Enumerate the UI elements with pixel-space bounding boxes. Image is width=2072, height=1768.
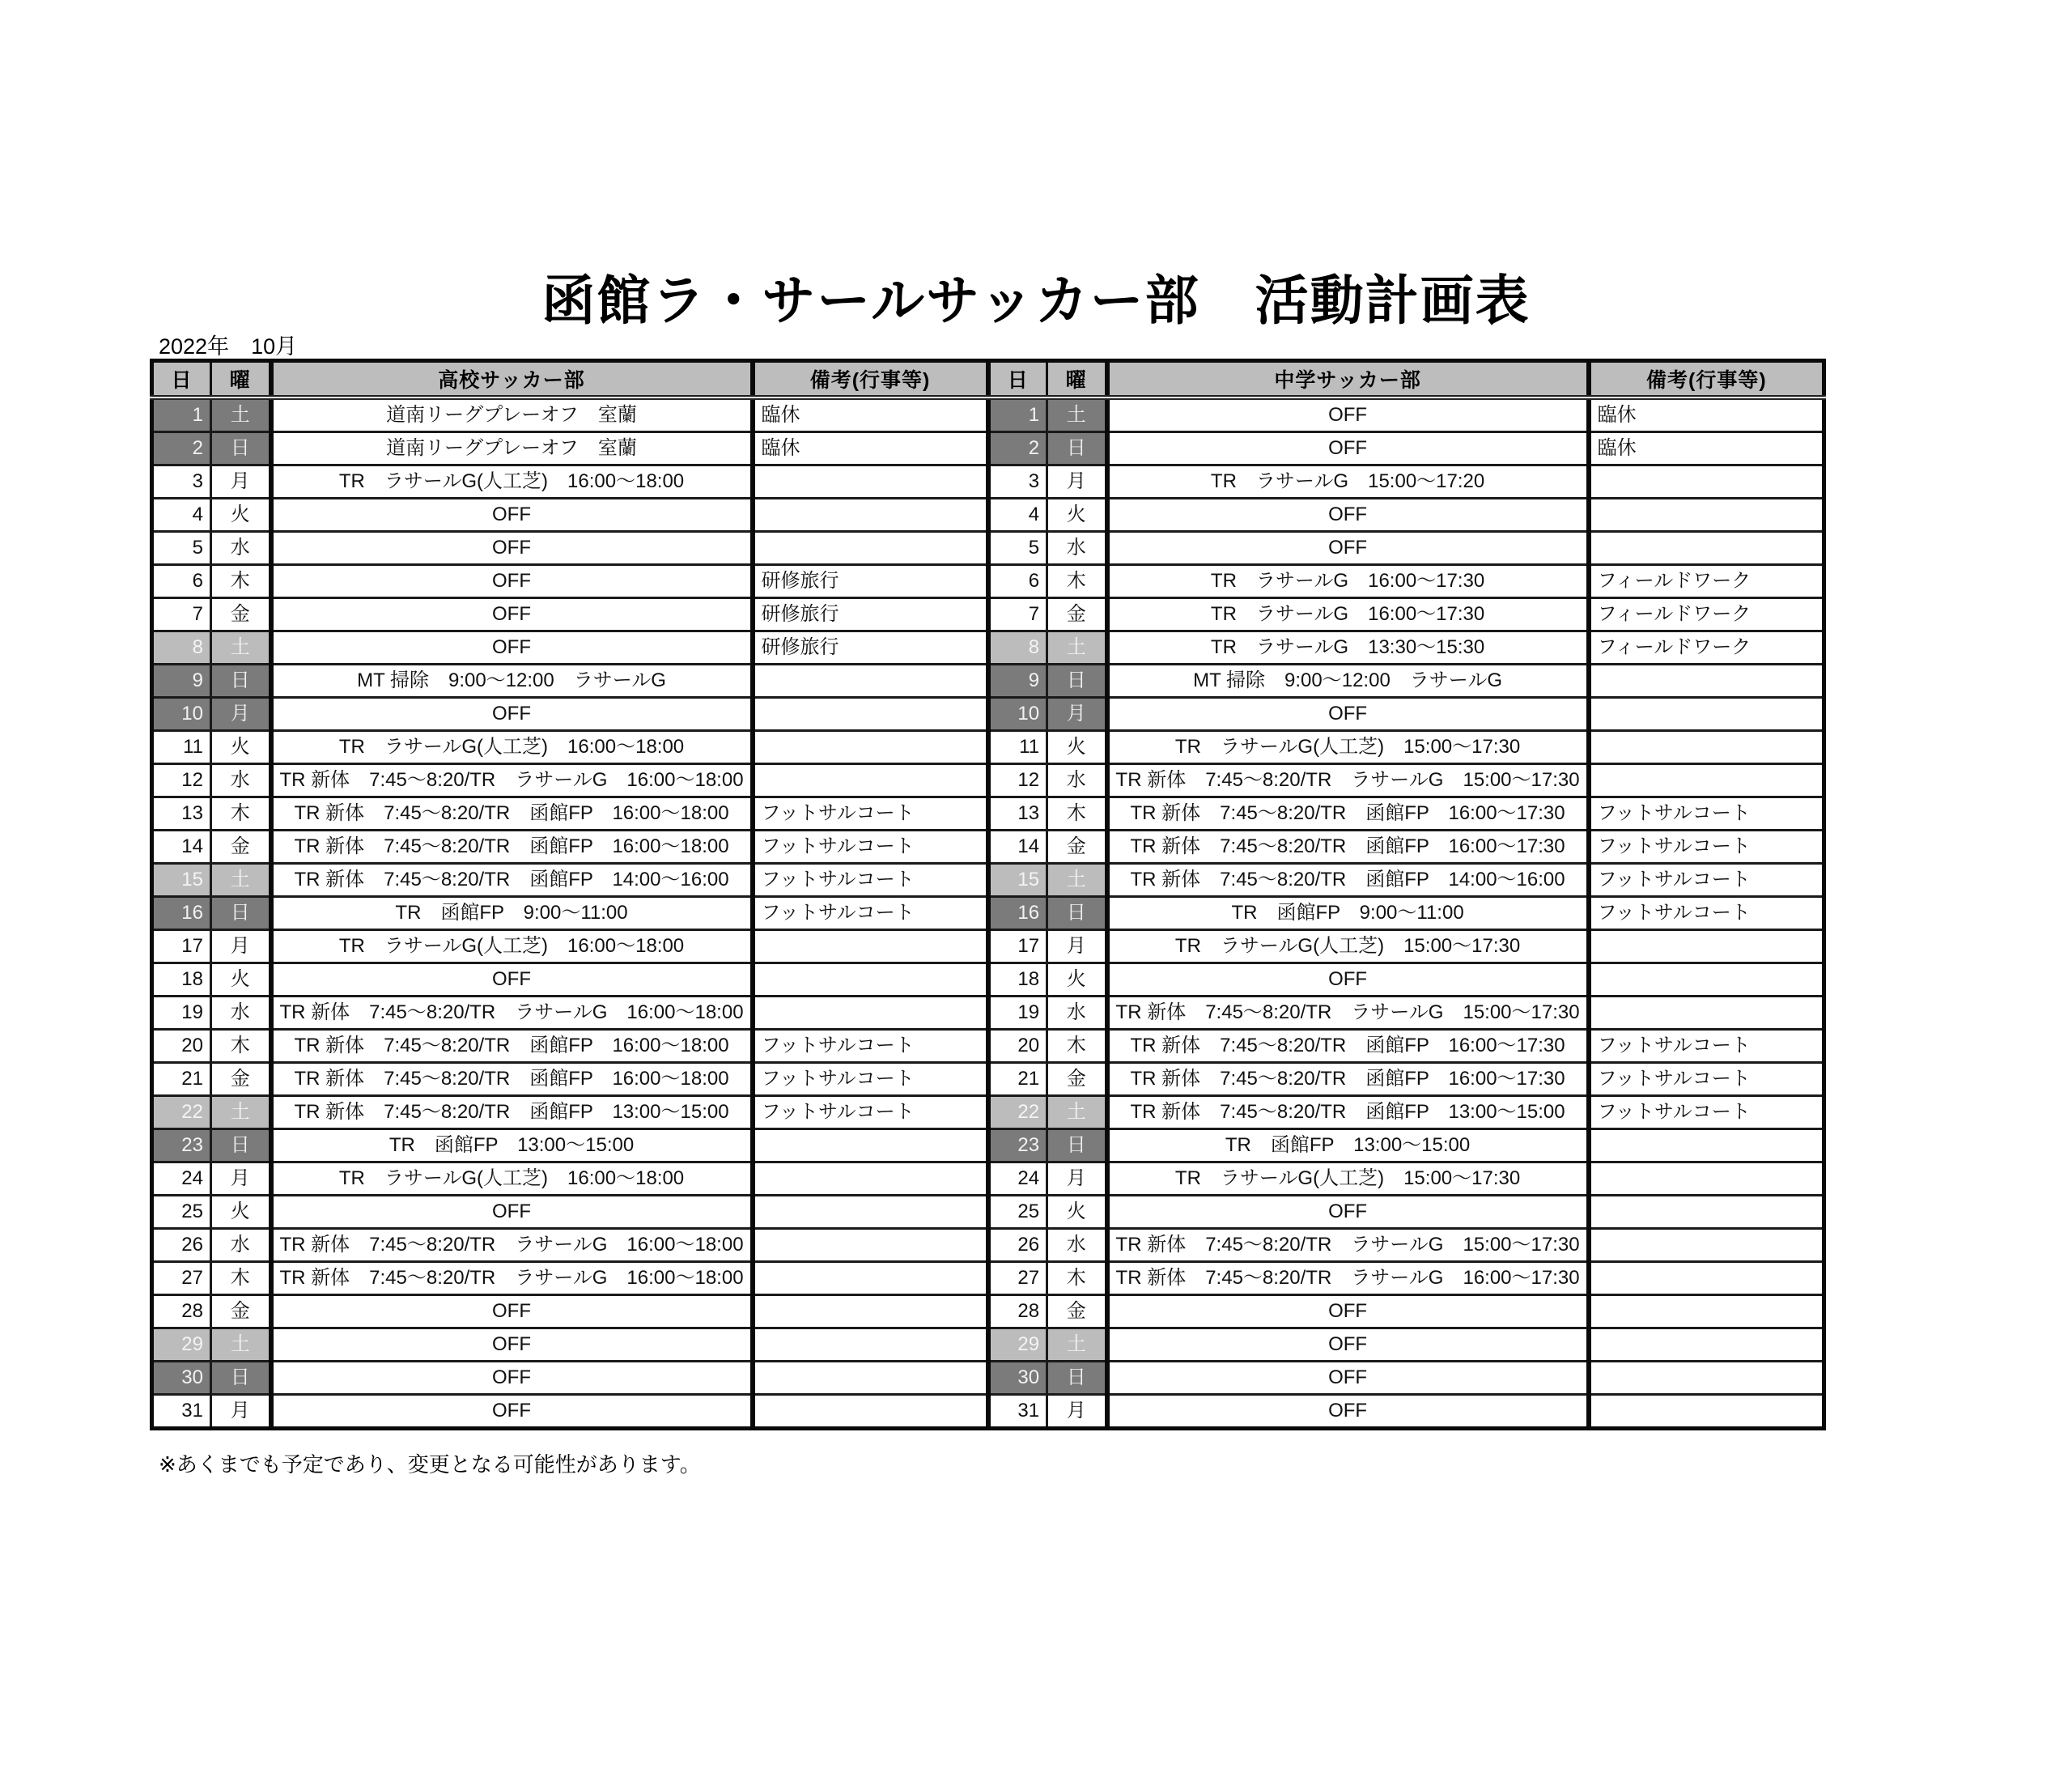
weekday-hs: 水	[211, 1229, 271, 1262]
day-number-jh: 22	[988, 1096, 1047, 1129]
weekday-hs: 水	[211, 764, 271, 797]
day-number-hs: 14	[152, 831, 211, 864]
high-school-note	[753, 1262, 988, 1295]
junior-high-note	[1589, 499, 1824, 532]
weekday-jh: 金	[1047, 598, 1107, 631]
junior-high-note	[1589, 1129, 1824, 1162]
table-row	[152, 963, 1824, 997]
table-row	[152, 1362, 1824, 1395]
day-number-hs: 13	[152, 797, 211, 831]
day-number-jh: 17	[988, 930, 1047, 963]
header-dow-jh: 曜	[1047, 361, 1107, 398]
junior-high-note	[1589, 764, 1824, 797]
day-number-hs: 29	[152, 1328, 211, 1362]
weekday-hs: 土	[211, 1096, 271, 1129]
high-school-note	[753, 698, 988, 731]
weekday-jh: 月	[1047, 698, 1107, 731]
high-school-note	[753, 1395, 988, 1429]
weekday-jh: 火	[1047, 499, 1107, 532]
day-number-jh: 31	[988, 1395, 1047, 1429]
high-school-note: 研修旅行	[753, 565, 988, 598]
day-number-hs: 5	[152, 532, 211, 565]
day-number-hs: 17	[152, 930, 211, 963]
high-school-note: 研修旅行	[753, 631, 988, 665]
day-number-jh: 20	[988, 1030, 1047, 1063]
table-row	[152, 665, 1824, 698]
weekday-jh: 水	[1047, 997, 1107, 1030]
disclaimer-note: ※あくまでも予定であり、変更となる可能性があります。	[159, 1453, 701, 1477]
day-number-hs: 20	[152, 1030, 211, 1063]
weekday-hs: 月	[211, 1395, 271, 1429]
junior-high-activity: TR ラサールG(人工芝) 15:00～17:30	[1107, 1162, 1589, 1196]
high-school-note	[753, 731, 988, 764]
high-school-note: 臨休	[753, 397, 988, 432]
weekday-jh: 土	[1047, 1096, 1107, 1129]
table-row	[152, 698, 1824, 731]
high-school-activity: TR 新体 7:45～8:20/TR 函館FP 14:00～16:00	[271, 864, 753, 897]
junior-high-activity: OFF	[1107, 698, 1589, 731]
day-number-hs: 23	[152, 1129, 211, 1162]
weekday-hs: 月	[211, 698, 271, 731]
high-school-note: フットサルコート	[753, 864, 988, 897]
weekday-hs: 木	[211, 1030, 271, 1063]
weekday-jh: 日	[1047, 432, 1107, 465]
junior-high-note: フットサルコート	[1589, 1030, 1824, 1063]
junior-high-note	[1589, 698, 1824, 731]
day-number-hs: 3	[152, 465, 211, 499]
table-row	[152, 731, 1824, 764]
weekday-hs: 金	[211, 831, 271, 864]
junior-high-activity: TR 函館FP 13:00～15:00	[1107, 1129, 1589, 1162]
table-row	[152, 1262, 1824, 1295]
high-school-note: フットサルコート	[753, 1096, 988, 1129]
table-row	[152, 532, 1824, 565]
table-row	[152, 1229, 1824, 1262]
high-school-note	[753, 1196, 988, 1229]
day-number-jh: 16	[988, 897, 1047, 930]
table-row	[152, 1063, 1824, 1096]
junior-high-activity: TR 新体 7:45～8:20/TR ラサールG 16:00～17:30	[1107, 1262, 1589, 1295]
weekday-jh: 日	[1047, 1362, 1107, 1395]
junior-high-activity: TR ラサールG 15:00～17:20	[1107, 465, 1589, 499]
weekday-jh: 土	[1047, 1328, 1107, 1362]
weekday-hs: 火	[211, 1196, 271, 1229]
day-number-hs: 11	[152, 731, 211, 764]
high-school-note	[753, 499, 988, 532]
high-school-activity: OFF	[271, 532, 753, 565]
day-number-hs: 10	[152, 698, 211, 731]
high-school-activity: TR 新体 7:45～8:20/TR ラサールG 16:00～18:00	[271, 997, 753, 1030]
table-row	[152, 1328, 1824, 1362]
junior-high-note	[1589, 1162, 1824, 1196]
table-row	[152, 598, 1824, 631]
junior-high-note	[1589, 1196, 1824, 1229]
high-school-activity: OFF	[271, 963, 753, 997]
weekday-hs: 月	[211, 465, 271, 499]
table-row	[152, 831, 1824, 864]
table-row	[152, 930, 1824, 963]
table-row	[152, 1162, 1824, 1196]
day-number-jh: 1	[988, 397, 1047, 432]
table-row	[152, 1196, 1824, 1229]
high-school-note: 研修旅行	[753, 598, 988, 631]
weekday-hs: 水	[211, 532, 271, 565]
high-school-activity: TR 新体 7:45～8:20/TR 函館FP 13:00～15:00	[271, 1096, 753, 1129]
high-school-activity: MT 掃除 9:00～12:00 ラサールG	[271, 665, 753, 698]
junior-high-note: フットサルコート	[1589, 831, 1824, 864]
weekday-hs: 土	[211, 1328, 271, 1362]
day-number-hs: 25	[152, 1196, 211, 1229]
high-school-note	[753, 997, 988, 1030]
weekday-hs: 月	[211, 1162, 271, 1196]
weekday-hs: 木	[211, 1262, 271, 1295]
weekday-hs: 金	[211, 1295, 271, 1328]
high-school-activity: TR 新体 7:45～8:20/TR 函館FP 16:00～18:00	[271, 1030, 753, 1063]
day-number-jh: 11	[988, 731, 1047, 764]
day-number-jh: 19	[988, 997, 1047, 1030]
header-junior-high: 中学サッカー部	[1107, 361, 1589, 398]
junior-high-note: フィールドワーク	[1589, 598, 1824, 631]
high-school-activity: TR 新体 7:45～8:20/TR ラサールG 16:00～18:00	[271, 1262, 753, 1295]
weekday-jh: 木	[1047, 565, 1107, 598]
junior-high-note: フットサルコート	[1589, 864, 1824, 897]
weekday-hs: 木	[211, 565, 271, 598]
day-number-jh: 6	[988, 565, 1047, 598]
high-school-activity: TR 新体 7:45～8:20/TR 函館FP 16:00～18:00	[271, 797, 753, 831]
day-number-hs: 2	[152, 432, 211, 465]
weekday-jh: 水	[1047, 1229, 1107, 1262]
high-school-activity: TR 函館FP 13:00～15:00	[271, 1129, 753, 1162]
high-school-activity: TR 函館FP 9:00～11:00	[271, 897, 753, 930]
weekday-hs: 火	[211, 731, 271, 764]
header-dow-hs: 曜	[211, 361, 271, 398]
day-number-jh: 29	[988, 1328, 1047, 1362]
table-row	[152, 397, 1824, 432]
junior-high-activity: TR 新体 7:45～8:20/TR 函館FP 16:00～17:30	[1107, 1030, 1589, 1063]
junior-high-activity: TR 新体 7:45～8:20/TR 函館FP 16:00～17:30	[1107, 831, 1589, 864]
weekday-hs: 日	[211, 665, 271, 698]
junior-high-activity: TR ラサールG(人工芝) 15:00～17:30	[1107, 930, 1589, 963]
weekday-hs: 金	[211, 598, 271, 631]
day-number-hs: 19	[152, 997, 211, 1030]
day-number-jh: 14	[988, 831, 1047, 864]
junior-high-activity: OFF	[1107, 1395, 1589, 1429]
junior-high-note	[1589, 731, 1824, 764]
day-number-hs: 21	[152, 1063, 211, 1096]
junior-high-activity: TR 新体 7:45～8:20/TR 函館FP 14:00～16:00	[1107, 864, 1589, 897]
header-day-hs: 日	[152, 361, 211, 398]
table-row	[152, 864, 1824, 897]
header-day-jh: 日	[988, 361, 1047, 398]
high-school-activity: 道南リーグプレーオフ 室蘭	[271, 432, 753, 465]
high-school-activity: OFF	[271, 499, 753, 532]
weekday-hs: 火	[211, 499, 271, 532]
high-school-note: フットサルコート	[753, 797, 988, 831]
day-number-hs: 15	[152, 864, 211, 897]
weekday-hs: 土	[211, 631, 271, 665]
junior-high-activity: TR 新体 7:45～8:20/TR ラサールG 15:00～17:30	[1107, 764, 1589, 797]
junior-high-note	[1589, 963, 1824, 997]
weekday-jh: 火	[1047, 963, 1107, 997]
table-row	[152, 797, 1824, 831]
high-school-note	[753, 1129, 988, 1162]
junior-high-activity: TR 新体 7:45～8:20/TR 函館FP 16:00～17:30	[1107, 797, 1589, 831]
junior-high-note: フットサルコート	[1589, 797, 1824, 831]
day-number-hs: 12	[152, 764, 211, 797]
high-school-activity: TR 新体 7:45～8:20/TR ラサールG 16:00～18:00	[271, 764, 753, 797]
high-school-activity: TR ラサールG(人工芝) 16:00～18:00	[271, 465, 753, 499]
high-school-note	[753, 1362, 988, 1395]
table-row	[152, 1096, 1824, 1129]
weekday-hs: 水	[211, 997, 271, 1030]
weekday-jh: 月	[1047, 930, 1107, 963]
day-number-jh: 9	[988, 665, 1047, 698]
high-school-note: 臨休	[753, 432, 988, 465]
weekday-jh: 火	[1047, 1196, 1107, 1229]
weekday-hs: 月	[211, 930, 271, 963]
weekday-jh: 金	[1047, 831, 1107, 864]
day-number-hs: 27	[152, 1262, 211, 1295]
day-number-jh: 8	[988, 631, 1047, 665]
day-number-hs: 26	[152, 1229, 211, 1262]
junior-high-note	[1589, 1262, 1824, 1295]
table-row	[152, 465, 1824, 499]
day-number-hs: 7	[152, 598, 211, 631]
junior-high-note: フィールドワーク	[1589, 565, 1824, 598]
day-number-jh: 27	[988, 1262, 1047, 1295]
high-school-note	[753, 532, 988, 565]
table-row	[152, 764, 1824, 797]
high-school-note	[753, 930, 988, 963]
day-number-hs: 9	[152, 665, 211, 698]
day-number-hs: 1	[152, 397, 211, 432]
junior-high-activity: OFF	[1107, 1196, 1589, 1229]
high-school-note: フットサルコート	[753, 831, 988, 864]
weekday-jh: 月	[1047, 1162, 1107, 1196]
day-number-hs: 4	[152, 499, 211, 532]
junior-high-activity: OFF	[1107, 499, 1589, 532]
table-row	[152, 1395, 1824, 1429]
weekday-jh: 土	[1047, 397, 1107, 432]
high-school-note	[753, 1328, 988, 1362]
weekday-jh: 木	[1047, 1030, 1107, 1063]
junior-high-note: フィールドワーク	[1589, 631, 1824, 665]
weekday-hs: 日	[211, 1362, 271, 1395]
junior-high-note	[1589, 665, 1824, 698]
weekday-jh: 木	[1047, 797, 1107, 831]
weekday-jh: 日	[1047, 897, 1107, 930]
header-high-school: 高校サッカー部	[271, 361, 753, 398]
junior-high-note	[1589, 1328, 1824, 1362]
junior-high-activity: TR 新体 7:45～8:20/TR ラサールG 15:00～17:30	[1107, 1229, 1589, 1262]
high-school-activity: TR ラサールG(人工芝) 16:00～18:00	[271, 1162, 753, 1196]
day-number-hs: 28	[152, 1295, 211, 1328]
high-school-activity: TR ラサールG(人工芝) 16:00～18:00	[271, 731, 753, 764]
table-row	[152, 432, 1824, 465]
day-number-jh: 4	[988, 499, 1047, 532]
weekday-hs: 日	[211, 432, 271, 465]
high-school-activity: TR 新体 7:45～8:20/TR 函館FP 16:00～18:00	[271, 831, 753, 864]
day-number-jh: 2	[988, 432, 1047, 465]
junior-high-activity: OFF	[1107, 1328, 1589, 1362]
day-number-jh: 21	[988, 1063, 1047, 1096]
table-row	[152, 565, 1824, 598]
high-school-note: フットサルコート	[753, 897, 988, 930]
high-school-note	[753, 764, 988, 797]
day-number-jh: 15	[988, 864, 1047, 897]
weekday-jh: 水	[1047, 532, 1107, 565]
day-number-jh: 24	[988, 1162, 1047, 1196]
junior-high-activity: TR ラサールG 16:00～17:30	[1107, 598, 1589, 631]
junior-high-note	[1589, 930, 1824, 963]
day-number-hs: 31	[152, 1395, 211, 1429]
weekday-jh: 金	[1047, 1063, 1107, 1096]
high-school-activity: TR ラサールG(人工芝) 16:00～18:00	[271, 930, 753, 963]
high-school-note	[753, 1229, 988, 1262]
high-school-activity: 道南リーグプレーオフ 室蘭	[271, 397, 753, 432]
high-school-activity: OFF	[271, 698, 753, 731]
day-number-jh: 26	[988, 1229, 1047, 1262]
weekday-jh: 火	[1047, 731, 1107, 764]
day-number-jh: 5	[988, 532, 1047, 565]
high-school-note	[753, 963, 988, 997]
junior-high-note: フットサルコート	[1589, 1063, 1824, 1096]
junior-high-activity: OFF	[1107, 963, 1589, 997]
day-number-jh: 3	[988, 465, 1047, 499]
weekday-hs: 火	[211, 963, 271, 997]
weekday-hs: 日	[211, 1129, 271, 1162]
high-school-activity: OFF	[271, 1395, 753, 1429]
day-number-jh: 28	[988, 1295, 1047, 1328]
day-number-hs: 22	[152, 1096, 211, 1129]
table-row	[152, 897, 1824, 930]
table-row	[152, 997, 1824, 1030]
high-school-note: フットサルコート	[753, 1030, 988, 1063]
weekday-hs: 木	[211, 797, 271, 831]
day-number-hs: 30	[152, 1362, 211, 1395]
junior-high-note	[1589, 1295, 1824, 1328]
day-number-jh: 10	[988, 698, 1047, 731]
weekday-hs: 日	[211, 897, 271, 930]
table-row	[152, 631, 1824, 665]
weekday-jh: 月	[1047, 1395, 1107, 1429]
day-number-hs: 24	[152, 1162, 211, 1196]
weekday-jh: 木	[1047, 1262, 1107, 1295]
junior-high-activity: OFF	[1107, 1295, 1589, 1328]
high-school-activity: OFF	[271, 1328, 753, 1362]
high-school-activity: TR 新体 7:45～8:20/TR ラサールG 16:00～18:00	[271, 1229, 753, 1262]
high-school-note	[753, 465, 988, 499]
schedule-period: 2022年 10月	[159, 334, 298, 359]
weekday-jh: 土	[1047, 864, 1107, 897]
junior-high-activity: TR 函館FP 9:00～11:00	[1107, 897, 1589, 930]
junior-high-activity: OFF	[1107, 397, 1589, 432]
junior-high-note: 臨休	[1589, 397, 1824, 432]
schedule-rows	[152, 397, 1824, 1429]
high-school-activity: OFF	[271, 565, 753, 598]
high-school-activity: OFF	[271, 631, 753, 665]
table-row	[152, 1295, 1824, 1328]
day-number-hs: 18	[152, 963, 211, 997]
junior-high-activity: TR 新体 7:45～8:20/TR ラサールG 15:00～17:30	[1107, 997, 1589, 1030]
high-school-note	[753, 1162, 988, 1196]
weekday-hs: 土	[211, 864, 271, 897]
table-row	[152, 499, 1824, 532]
weekday-jh: 月	[1047, 465, 1107, 499]
header-notes-hs: 備考(行事等)	[753, 361, 988, 398]
junior-high-note	[1589, 1229, 1824, 1262]
junior-high-activity: TR 新体 7:45～8:20/TR 函館FP 13:00～15:00	[1107, 1096, 1589, 1129]
junior-high-note	[1589, 465, 1824, 499]
high-school-activity: OFF	[271, 1362, 753, 1395]
day-number-hs: 16	[152, 897, 211, 930]
junior-high-note	[1589, 532, 1824, 565]
junior-high-note: フットサルコート	[1589, 897, 1824, 930]
junior-high-activity: TR ラサールG(人工芝) 15:00～17:30	[1107, 731, 1589, 764]
day-number-jh: 18	[988, 963, 1047, 997]
high-school-activity: OFF	[271, 1295, 753, 1328]
high-school-note: フットサルコート	[753, 1063, 988, 1096]
junior-high-note	[1589, 1395, 1824, 1429]
junior-high-activity: TR ラサールG 13:30～15:30	[1107, 631, 1589, 665]
page-title: 函館ラ・サールサッカー部 活動計画表	[541, 270, 1531, 332]
weekday-jh: 日	[1047, 1129, 1107, 1162]
day-number-jh: 30	[988, 1362, 1047, 1395]
junior-high-activity: MT 掃除 9:00～12:00 ラサールG	[1107, 665, 1589, 698]
junior-high-activity: OFF	[1107, 532, 1589, 565]
high-school-activity: OFF	[271, 1196, 753, 1229]
junior-high-activity: TR 新体 7:45～8:20/TR 函館FP 16:00～17:30	[1107, 1063, 1589, 1096]
activity-schedule-table	[150, 359, 1826, 1430]
table-row	[152, 1129, 1824, 1162]
junior-high-note	[1589, 997, 1824, 1030]
high-school-note	[753, 1295, 988, 1328]
day-number-hs: 6	[152, 565, 211, 598]
day-number-jh: 23	[988, 1129, 1047, 1162]
table-row	[152, 1030, 1824, 1063]
junior-high-activity: OFF	[1107, 1362, 1589, 1395]
weekday-hs: 金	[211, 1063, 271, 1096]
weekday-jh: 土	[1047, 631, 1107, 665]
weekday-hs: 土	[211, 397, 271, 432]
day-number-jh: 25	[988, 1196, 1047, 1229]
day-number-jh: 7	[988, 598, 1047, 631]
day-number-hs: 8	[152, 631, 211, 665]
high-school-activity: OFF	[271, 598, 753, 631]
high-school-note	[753, 665, 988, 698]
weekday-jh: 金	[1047, 1295, 1107, 1328]
high-school-activity: TR 新体 7:45～8:20/TR 函館FP 16:00～18:00	[271, 1063, 753, 1096]
junior-high-activity: OFF	[1107, 432, 1589, 465]
weekday-jh: 水	[1047, 764, 1107, 797]
header-notes-jh: 備考(行事等)	[1589, 361, 1824, 398]
junior-high-note: フットサルコート	[1589, 1096, 1824, 1129]
junior-high-activity: TR ラサールG 16:00～17:30	[1107, 565, 1589, 598]
junior-high-note	[1589, 1362, 1824, 1395]
day-number-jh: 12	[988, 764, 1047, 797]
weekday-jh: 日	[1047, 665, 1107, 698]
day-number-jh: 13	[988, 797, 1047, 831]
table-header-row	[152, 361, 1824, 398]
junior-high-note: 臨休	[1589, 432, 1824, 465]
